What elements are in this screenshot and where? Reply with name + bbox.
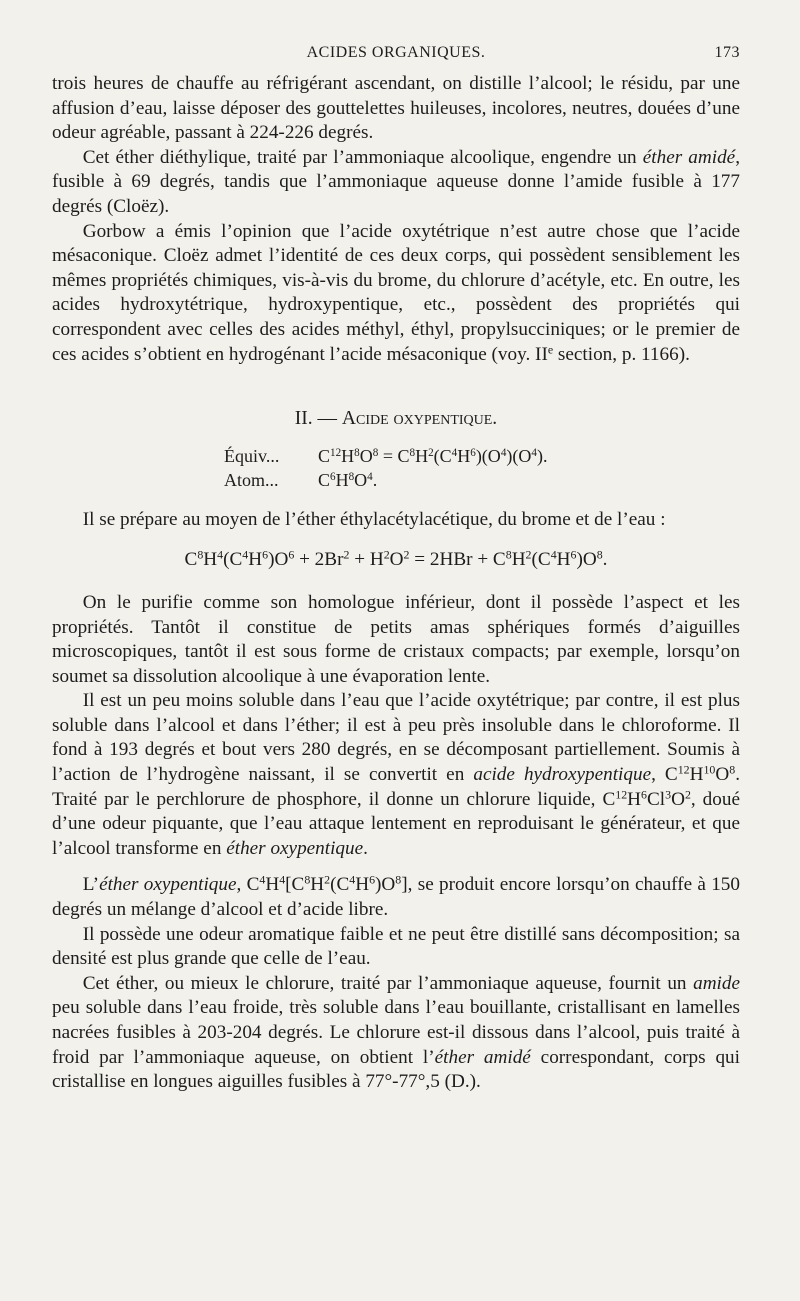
term-ether-amide: éther amidé bbox=[642, 146, 736, 168]
paragraph-purification: On le purifie comme son homologue inférieur, dont il possède l’aspect et les propriétés. Tantôt il constitue de petits amas sphériques formés d’aiguilles microscopiques, tantôt il est sous forme de cristaux compacts; par exemple, lorsqu’on soumet sa dissolution alcoolique à une évaporation lente. bbox=[52, 591, 740, 687]
running-header bbox=[52, 44, 740, 68]
paragraph-continued: trois heures de chauffe au réfrigérant ascendant, on distille l’alcool; le résidu, par une affusion d’eau, laisse déposer des gouttelettes huileuses, incolores, neutres, douées d’une odeur agréable, passant à 224-226 degrés. bbox=[52, 73, 740, 144]
paragraph-ether-oxypentique: L’éther oxypentique, $C^4H^4[C^8H^2(C^4H^6)O^8]$, se produit encore lorsqu’on chauffe à 150 degrés un mélange d’alcool et d’acide libre. bbox=[52, 872, 740, 921]
paragraph-amide: Cet éther, ou mieux le chlorure, traité par l’ammoniaque aqueuse, fournit un amide peu soluble dans l’eau froide, très soluble dans l’eau bouillante, cristallisant en lamelles nacrées fusibles à 203-204 degrés. Le chlorure est-il dissous dans l’alcool, puis traité à froid par l’ammoniaque aqueuse, on obtient l’éther amidé correspondant, corps qui cristallise en longues aiguilles fusibles à 77°-77°,5 (D.). bbox=[52, 972, 740, 1093]
section-heading: II. — Acide oxypentique. bbox=[294, 408, 498, 430]
paragraph-gorbow: Gorbow a émis l’opinion que l’acide oxytétrique n’est autre chose que l’acide mésaconique. Cloëz admet l’identité de ces deux corps, qui possèdent sensiblement les mêmes propriétés chimiques, vis-à-vis du brome, du chlorure d’acétyle, etc. En outre, les acides hydroxytétrique, hydroxypentique, etc., possèdent des propriétés qui correspondent avec celles des acides méthyl, éthyl, propylsucciniques; or le premier de ces acides s’obtient en hydrogénant l’acide mésaconique (voy. IIe section, p. 1166). bbox=[52, 220, 740, 365]
paragraph-gap bbox=[52, 861, 740, 873]
page-number: 173 bbox=[714, 44, 740, 61]
formula-equiv: Équiv... $C^{12}H^8O^8 = C^8H^2(C^4H^6)(O^4)(O^4)$. bbox=[224, 445, 548, 466]
paragraph-diethyl-ether: Cet éther diéthylique, traité par l’ammoniaque alcoolique, engendre un éther amidé, fusible à 69 degrés, tandis que l’ammoniaque aqueuse donne l’amide fusible à 177 degrés (Cloëz). bbox=[52, 146, 740, 217]
reaction-equation: $C^8H^4(C^4H^6)O^6 + 2Br^2 + H^2O^2 = 2HBr + C^8H^2(C^4H^6)O^8$. bbox=[184, 547, 608, 571]
paragraph-odor: Il possède une odeur aromatique faible et ne peut être distillé sans décomposition; sa densité est plus grande que celle de l’eau. bbox=[52, 923, 740, 970]
page-body bbox=[52, 72, 740, 1095]
paragraph-solubility: Il est un peu moins soluble dans l’eau que l’acide oxytétrique; par contre, il est plus soluble dans l’alcool et dans l’éther; il est à peu près insoluble dans le chloroforme. Il fond à 193 degrés et bout vers 280 degrés, en se décomposant partiellement. Soumis à l’action de l’hydrogène naissant, il se convertit en acide hydroxypentique, $C^{12}H^{10}O^8$. Traité par le perchlorure de phosphore, il donne un chlorure liquide, $C^{12}H^6Cl^3O^2$, doué d’une odeur piquante, que l’eau attaque lentement en reproduisant le générateur, et que l’alcool transforme en éther oxypentique. bbox=[52, 690, 740, 859]
paragraph-preparation: Il se prépare au moyen de l’éther éthylacétylacétique, du brome et de l’eau : bbox=[82, 508, 666, 530]
formula-block bbox=[224, 444, 740, 492]
formula-atom: Atom... $C^6H^8O^4$. bbox=[224, 469, 378, 490]
running-title: ACIDES ORGANIQUES. bbox=[306, 44, 486, 61]
